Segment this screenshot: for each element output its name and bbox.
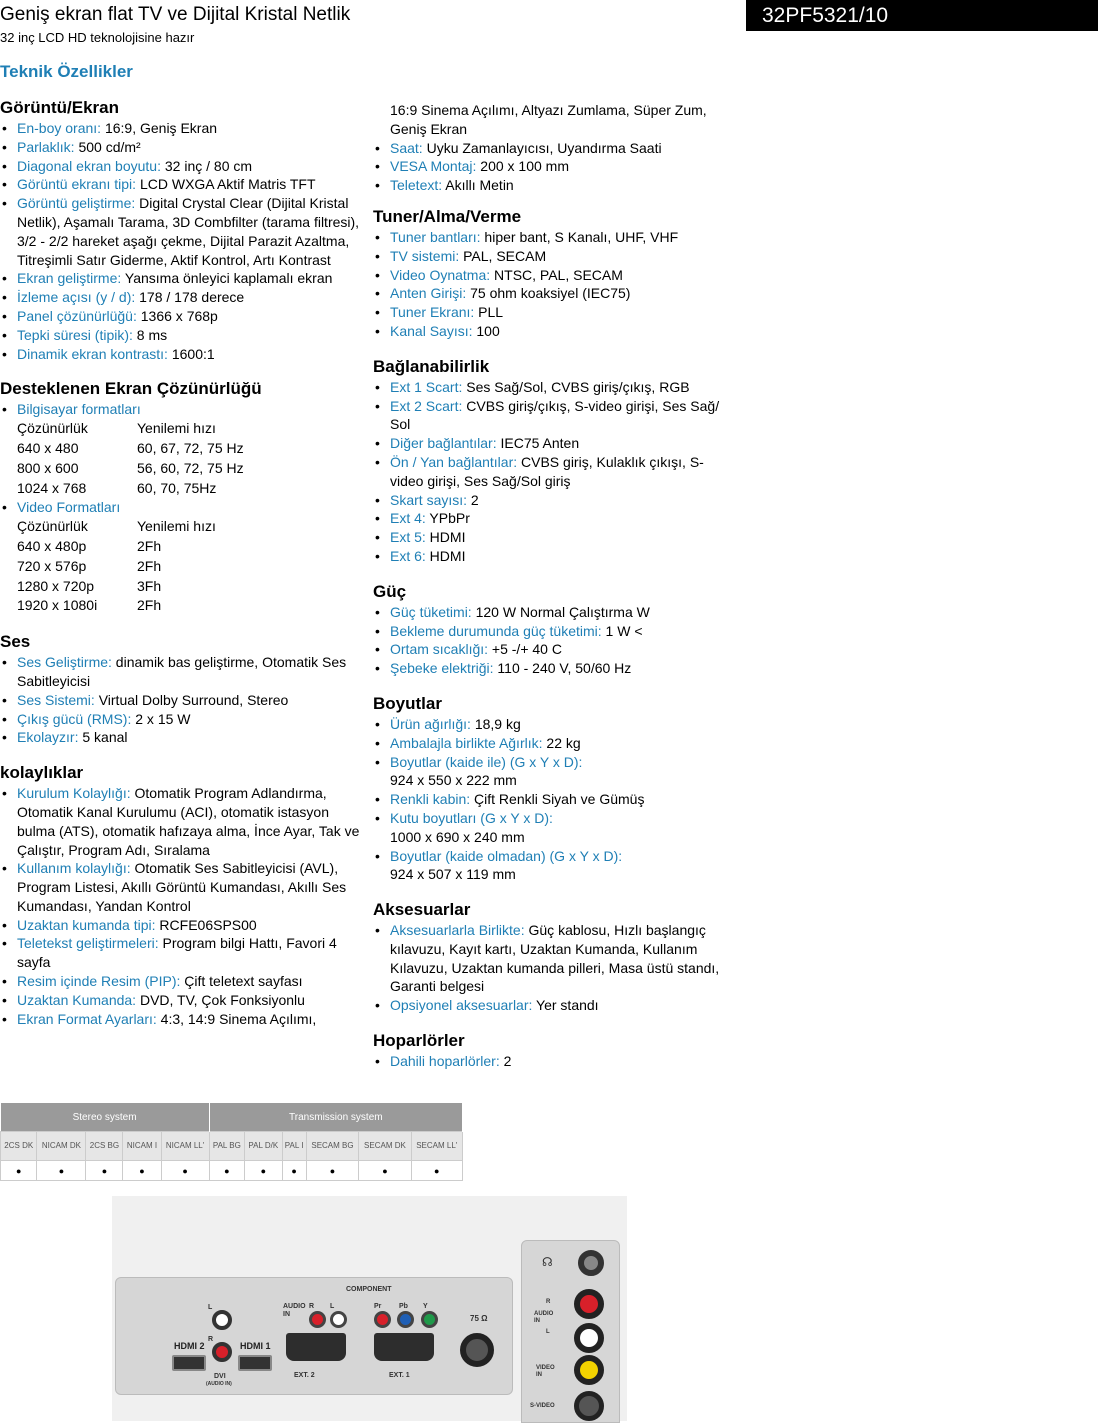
dvi-audio-r-jack[interactable] [212, 1342, 232, 1362]
spec-label: Skart sayısı: [390, 491, 468, 508]
refresh-cell: 60, 67, 72, 75 Hz [137, 439, 244, 456]
list-item [0, 972, 360, 991]
dvi-r-label: R [208, 1336, 214, 1343]
spec-value: 16:9, Geniş Ekran [101, 120, 218, 136]
spec-value: 18,9 kg [470, 715, 521, 732]
rear-connector-panel [115, 1277, 513, 1395]
spec-label: Ambalajla birlikte Ağırlık: [390, 734, 543, 751]
spec-value: Virtual Dolby Surround, Stereo [94, 691, 289, 708]
spec-label: Bekleme durumunda güç tüketimi: [390, 622, 602, 639]
resolution-row [17, 517, 360, 537]
list-item [373, 176, 733, 195]
side-audio-r-jack[interactable] [574, 1289, 604, 1319]
resolution-row [17, 479, 360, 499]
list-item [0, 728, 360, 747]
audio-r-jack[interactable] [309, 1311, 326, 1328]
system-column-header: NICAM DK [37, 1132, 86, 1161]
video-in-label: VIDEO IN [536, 1365, 555, 1378]
spec-value: Otomatik Program Adlandırma, Otomatik Kanal Kurulumu (ACI), otomatik istasyon bulma (ATS), otomatik hafızaya alma, İnce Ayar, Tak ve Çalıştır, Program Adı, Sıralama [17, 785, 360, 858]
spec-label: Ürün ağırlığı: [390, 715, 471, 732]
list-item [0, 400, 360, 419]
spec-label: En-boy oranı: [17, 120, 102, 136]
spec-label: Bilgisayar formatları [17, 401, 141, 418]
list-item [373, 921, 733, 996]
specs-title: Teknik Özellikler [0, 62, 133, 81]
spec-label: Teletext: [390, 177, 443, 194]
list-item [373, 322, 733, 341]
list-item [373, 809, 733, 847]
spec-label: Ext 4: [390, 510, 426, 527]
spec-value: Akıllı Metin [442, 177, 514, 194]
list-item [373, 528, 733, 547]
list-item [373, 734, 733, 753]
list-item [373, 1052, 733, 1071]
section-aksesuarlar [373, 900, 733, 1015]
spec-value: 2 [499, 1053, 512, 1070]
side-audio-l-jack[interactable] [574, 1323, 604, 1353]
spec-list [373, 715, 733, 884]
spec-label: Renkli kabin: [390, 791, 471, 808]
list-item [0, 991, 360, 1010]
spec-value: Otomatik Ses Sabitleyicisi (AVL), Program Listesi, Akıllı Görüntü Kumandası, Akıllı Ses Kumandası, Yandan Kontrol [17, 860, 347, 914]
list-item [373, 247, 733, 266]
audio-r-label: R [309, 1303, 315, 1310]
hdmi2-label: HDMI 2 [174, 1341, 205, 1351]
spec-value: YPbPr [425, 510, 470, 527]
section-guc [373, 582, 733, 678]
spec-label: Kutu boyutları (G x Y x D): [390, 809, 553, 826]
spec-label: Uzaktan Kumanda: [17, 991, 137, 1008]
svideo-jack[interactable] [574, 1391, 604, 1421]
spec-value: Çift Renkli Siyah ve Gümüş [470, 791, 645, 808]
spec-list [0, 498, 360, 517]
spec-value: +5 -/+ 40 C [488, 641, 562, 658]
system-column-header: NICAM I [123, 1132, 161, 1161]
resolution-cell: 1280 x 720p [17, 577, 95, 594]
spec-label: Tuner Ekranı: [390, 304, 475, 321]
section-kolayliklar [0, 763, 360, 1028]
system-column-header: PAL D/K [245, 1132, 283, 1161]
section-title: Desteklenen Ekran Çözünürlüğü [0, 379, 262, 399]
spec-value: 75 ohm koaksiyel (IEC75) [466, 285, 631, 302]
spec-label: Video Formatları [17, 499, 121, 516]
video-in-jack[interactable] [574, 1355, 604, 1385]
list-item [373, 284, 733, 303]
section-boyutlar [373, 694, 733, 884]
system-column-header: SECAM BG [306, 1132, 359, 1161]
spec-value: 100 [472, 322, 500, 339]
list-item [0, 288, 360, 307]
refresh-cell: Yenilemi hızı [137, 518, 216, 535]
audio-l-label: L [330, 1303, 335, 1310]
spec-list [373, 228, 733, 341]
y-label: Y [423, 1303, 428, 1310]
system-column-header: SECAM DK [359, 1132, 411, 1161]
table-column-row [1, 1132, 463, 1161]
y-jack[interactable] [421, 1311, 438, 1328]
spec-value: 1366 x 768p [136, 307, 218, 324]
hdmi1-port[interactable] [238, 1355, 272, 1371]
spec-value: Güç kablosu, Hızlı başlangıç kılavuzu, Kayıt kartı, Uzaktan Kumanda, Kullanım Kılavuzu, Uzaktan kumanda pilleri, Masa üstü standı, Garanti belgesi [390, 922, 720, 995]
resolution-row [17, 596, 360, 616]
spec-label: VESA Montaj: [390, 158, 477, 175]
spec-label: Diagonal ekran boyutu: [17, 157, 161, 174]
section-title: Görüntü/Ekran [0, 98, 120, 117]
spec-label: Ext 2 Scart: [390, 397, 463, 414]
product-title: Geniş ekran flat TV ve Dijital Kristal Netlik [0, 4, 351, 25]
spec-label: Ses Geliştirme: [17, 654, 112, 671]
spec-value: 32 inç / 80 cm [161, 157, 253, 174]
list-item [0, 859, 360, 915]
spec-value: PLL [474, 304, 504, 321]
spec-value: 4:3, 14:9 Sinema Açılımı, [156, 1010, 317, 1027]
list-item [373, 509, 733, 528]
audio-l-jack[interactable] [330, 1311, 347, 1328]
side-r-label: R [546, 1299, 551, 1305]
spec-label: Ön / Yan bağlantılar: [390, 453, 518, 470]
section-kolayliklar-cont [373, 101, 733, 195]
spec-value: HDMI [425, 547, 466, 564]
spec-value: 1600:1 [167, 345, 215, 362]
list-item [373, 847, 733, 885]
system-support-dot: ● [161, 1161, 209, 1181]
refresh-cell: 56, 60, 72, 75 Hz [137, 459, 244, 476]
section-title: Güç [373, 581, 407, 601]
system-column-header: PAL I [282, 1132, 306, 1161]
computer-format-table [0, 419, 360, 498]
pb-label: Pb [399, 1303, 408, 1310]
system-support-dot: ● [306, 1161, 359, 1181]
system-support-dot: ● [359, 1161, 411, 1181]
list-item [373, 753, 733, 791]
spec-label: Ext 6: [390, 547, 426, 564]
spec-label: Tuner bantları: [390, 228, 481, 245]
spec-list [0, 119, 360, 363]
spec-value: Ses Sağ/Sol, CVBS giriş/çıkış, RGB [462, 378, 690, 395]
section-hoparlorler [373, 1031, 733, 1071]
system-column-header: PAL BG [209, 1132, 244, 1161]
list-item [0, 1010, 360, 1029]
spec-label: Ekran Format Ayarları: [17, 1010, 157, 1027]
list-item [0, 691, 360, 710]
section-resolution [0, 379, 360, 616]
dvi-audio-l-jack[interactable] [212, 1310, 232, 1330]
side-l-label: L [546, 1329, 550, 1335]
spec-value: Yansıma önleyici kaplamalı ekran [121, 270, 333, 287]
hdmi1-label: HDMI 1 [240, 1341, 271, 1351]
spec-label: TV sistemi: [390, 247, 460, 264]
spec-value: 2 x 15 W [131, 710, 191, 727]
headphone-jack[interactable] [578, 1250, 604, 1276]
list-item [373, 434, 733, 453]
spec-label: Ext 5: [390, 529, 426, 546]
spec-label: Kanal Sayısı: [390, 322, 473, 339]
refresh-cell: 2Fh [137, 597, 162, 614]
refresh-cell: 2Fh [137, 537, 162, 554]
spec-label: Güç tüketimi: [390, 603, 472, 620]
model-number-box [746, 0, 1098, 31]
spec-value: Çift teletext sayfası [180, 973, 303, 990]
list-item [373, 157, 733, 176]
system-support-dot: ● [37, 1161, 86, 1181]
ext2-label: EXT. 2 [294, 1372, 315, 1379]
spec-value: Uyku Zamanlayıcısı, Uyandırma Saati [422, 139, 662, 156]
system-support-dot: ● [411, 1161, 462, 1181]
section-title: Hoparlörler [373, 1031, 465, 1051]
dvi-sub-label: (AUDIO IN) [206, 1381, 232, 1387]
system-support-dot: ● [245, 1161, 283, 1181]
list-item [373, 547, 733, 566]
spec-value: PAL, SECAM [459, 247, 547, 264]
table-header-row [1, 1103, 463, 1132]
system-support-dot: ● [282, 1161, 306, 1181]
resolution-row [17, 557, 360, 577]
refresh-cell: 60, 70, 75Hz [137, 479, 217, 496]
model-number: 32PF5321/10 [762, 4, 889, 27]
spec-value: Program bilgi Hattı, Favori 4 sayfa [17, 935, 337, 971]
system-column-header: SECAM LL' [411, 1132, 462, 1161]
pr-jack[interactable] [374, 1311, 391, 1328]
list-item [373, 491, 733, 510]
spec-label: Görüntü geliştirme: [17, 195, 136, 212]
ext1-label: EXT. 1 [389, 1372, 410, 1379]
spec-list [373, 921, 733, 1015]
system-column-header: 2CS BG [86, 1132, 123, 1161]
list-item [0, 326, 360, 345]
spec-value: LCD WXGA Aktif Matris TFT [136, 176, 316, 193]
audio-in-label: AUDIO IN [283, 1303, 306, 1318]
spec-label: Panel çözünürlüğü: [17, 307, 137, 324]
resolution-cell: 1024 x 768 [17, 479, 87, 496]
resolution-row [17, 577, 360, 597]
section-title: kolaylıklar [0, 763, 84, 783]
list-item [0, 194, 360, 269]
ext1-scart[interactable] [374, 1333, 434, 1361]
hdmi2-port[interactable] [172, 1355, 206, 1371]
tv-system-table [0, 1103, 463, 1181]
spec-label: Şebeke elektriği: [390, 660, 494, 677]
spec-list [0, 400, 360, 419]
system-support-dot: ● [209, 1161, 244, 1181]
headphone-icon: ☊ [542, 1255, 553, 1269]
spec-list [373, 378, 733, 566]
spec-value: 2 [467, 491, 479, 508]
resolution-cell: Çözünürlük [17, 518, 88, 535]
list-item [0, 784, 360, 859]
spec-label: Kurulum Kolaylığı: [17, 785, 131, 802]
spec-value: hiper bant, S Kanalı, UHF, VHF [480, 228, 679, 245]
spec-label: Anten Girişi: [390, 285, 467, 302]
spec-value: 1 W < [601, 622, 643, 639]
spec-value: 110 - 240 V, 50/60 Hz [493, 660, 632, 677]
spec-value: 924 x 550 x 222 mm [390, 772, 517, 789]
refresh-cell: 2Fh [137, 557, 162, 574]
list-item [0, 175, 360, 194]
spec-list [373, 101, 733, 139]
list-item [373, 397, 733, 435]
list-item [373, 139, 733, 158]
svideo-label: S-VIDEO [530, 1403, 555, 1409]
stereo-system-header: Stereo system [1, 1103, 210, 1132]
spec-label: Kullanım kolaylığı: [17, 860, 131, 877]
system-support-dot: ● [1, 1161, 37, 1181]
spec-value: NTSC, PAL, SECAM [490, 266, 623, 283]
spec-label: Ekran geliştirme: [17, 270, 122, 287]
resolution-cell: 1920 x 1080i [17, 597, 98, 614]
product-subtitle: 32 inç LCD HD teknolojisine hazır [0, 30, 195, 45]
spec-label: Dahili hoparlörler: [390, 1053, 500, 1070]
spec-value: 200 x 100 mm [476, 158, 569, 175]
spec-label: Diğer bağlantılar: [390, 435, 497, 452]
section-tuner [373, 207, 733, 341]
list-item [373, 453, 733, 491]
dvi-l-label: L [208, 1304, 213, 1311]
transmission-system-header: Transmission system [209, 1103, 462, 1132]
spec-value: dinamik bas geliştirme, Otomatik Ses Sabitleyicisi [17, 654, 347, 689]
spec-label: Ses Sistemi: [17, 691, 95, 708]
spec-list [0, 784, 360, 1028]
list-item [0, 269, 360, 288]
list-item [0, 916, 360, 935]
spec-label: Boyutlar (kaide ile) (G x Y x D): [390, 753, 583, 770]
spec-value: HDMI [425, 529, 466, 546]
spec-value: 924 x 507 x 119 mm [390, 866, 516, 883]
refresh-cell: 3Fh [137, 577, 162, 594]
pr-label: Pr [374, 1303, 382, 1310]
list-item [0, 345, 360, 364]
section-title: Aksesuarlar [373, 900, 471, 920]
resolution-cell: 720 x 576p [17, 557, 87, 574]
antenna-jack[interactable] [460, 1333, 494, 1367]
list-item [373, 228, 733, 247]
spec-label: Resim içinde Resim (PIP): [17, 973, 181, 990]
resolution-cell: 800 x 600 [17, 459, 79, 476]
pb-jack[interactable] [397, 1311, 414, 1328]
system-column-header: NICAM LL' [161, 1132, 209, 1161]
list-item [0, 498, 360, 517]
table-dot-row [1, 1161, 463, 1181]
spec-label: Saat: [390, 139, 423, 156]
spec-value: RCFE06SPS00 [155, 916, 257, 933]
list-item [0, 710, 360, 729]
spec-value: 500 cd/m² [74, 138, 141, 155]
spec-value: DVD, TV, Çok Fonksiyonlu [136, 991, 305, 1008]
section-title: Tuner/Alma/Verme [373, 206, 522, 226]
list-item [0, 119, 360, 138]
dvi-label: DVI [214, 1373, 226, 1380]
spec-label: Parlaklık: [17, 138, 75, 155]
list-item [0, 307, 360, 326]
spec-value: 178 / 178 derece [135, 289, 245, 306]
spec-value: 22 kg [542, 734, 581, 751]
spec-label: Aksesuarlarla Birlikte: [390, 922, 525, 939]
system-support-dot: ● [86, 1161, 123, 1181]
spec-label: Çıkış gücü (RMS): [17, 710, 132, 727]
spec-value: Digital Crystal Clear (Dijital Kristal Netlik), Aşamalı Tarama, 3D Combfilter (tarama filtresi), 3/2 - 2/2 hareket aşağı çekme, Dijital Parazit Azaltma, Titreşimli Satır Giderme, Aktif Kontrol, Artı Kontrast [17, 195, 360, 268]
spec-label: Ext 1 Scart: [390, 378, 463, 395]
spec-value: 8 ms [132, 326, 168, 343]
spec-value: CVBS giriş, Kulaklık çıkışı, S-video girişi, Ses Sağ/Sol giriş [390, 453, 704, 489]
section-goruntu [0, 98, 360, 363]
resolution-row [17, 419, 360, 439]
spec-list [373, 1052, 733, 1071]
spec-label: Tepki süresi (tipik): [17, 326, 133, 343]
spec-value: 1000 x 690 x 240 mm [390, 828, 525, 845]
antenna-ohm-label: 75 Ω [470, 1314, 488, 1323]
spec-label: Ortam sıcaklığı: [390, 641, 489, 658]
resolution-row [17, 459, 360, 479]
component-label: COMPONENT [346, 1286, 392, 1293]
spec-label: Dinamik ekran kontrastı: [17, 345, 168, 362]
spec-list [373, 603, 733, 678]
section-ses [0, 632, 360, 747]
spec-label: Teletekst geliştirmeleri: [17, 935, 159, 952]
spec-value: 120 W Normal Çalıştırma W [471, 603, 650, 620]
resolution-cell: 640 x 480p [17, 537, 87, 554]
list-item [0, 934, 360, 972]
spec-label: Ekolayzır: [17, 729, 79, 746]
spec-column-left [0, 98, 360, 1044]
list-item [373, 622, 733, 641]
spec-label: Görüntü ekranı tipi: [17, 176, 137, 193]
list-item [373, 378, 733, 397]
refresh-cell: Yenilemi hızı [137, 420, 216, 437]
list-item [373, 715, 733, 734]
list-item [373, 996, 733, 1015]
resolution-cell: 640 x 480 [17, 439, 79, 456]
list-item [0, 653, 360, 691]
system-support-dot: ● [123, 1161, 161, 1181]
spec-value: 5 kanal [78, 729, 128, 746]
section-baglanabilirlik [373, 357, 733, 566]
spec-list [373, 139, 733, 195]
spec-label: Uzaktan kumanda tipi: [17, 916, 156, 933]
resolution-row [17, 537, 360, 557]
video-format-table [0, 517, 360, 616]
list-item [373, 790, 733, 809]
list-item [373, 303, 733, 322]
resolution-row [17, 439, 360, 459]
spec-label: Boyutlar (kaide olmadan) (G x Y x D): [390, 847, 623, 864]
list-item [373, 659, 733, 678]
resolution-cell: Çözünürlük [17, 420, 88, 437]
list-item-continuation: 16:9 Sinema Açılımı, Altyazı Zumlama, Süper Zum, Geniş Ekran [390, 102, 707, 137]
list-item [373, 603, 733, 622]
spec-list [0, 653, 360, 747]
spec-value: Yer standı [532, 997, 599, 1014]
side-connector-panel [521, 1240, 620, 1423]
side-audio-label: AUDIO IN [534, 1311, 554, 1324]
ext2-scart[interactable] [286, 1333, 346, 1361]
spec-column-right [373, 101, 733, 1087]
spec-value: CVBS giriş/çıkış, S-video girişi, Ses Sağ/ Sol [390, 397, 720, 433]
list-item [373, 266, 733, 285]
spec-label: Opsiyonel aksesuarlar: [390, 997, 533, 1014]
section-title: Ses [0, 632, 31, 652]
spec-value: IEC75 Anten [496, 435, 580, 452]
spec-label: İzleme açısı (y / d): [17, 289, 136, 306]
spec-label: Video Oynatma: [390, 266, 491, 283]
list-item [0, 138, 360, 157]
system-column-header: 2CS DK [1, 1132, 37, 1161]
list-item [0, 157, 360, 176]
list-item [373, 640, 733, 659]
section-title: Bağlanabilirlik [373, 356, 490, 376]
section-title: Boyutlar [373, 693, 442, 713]
